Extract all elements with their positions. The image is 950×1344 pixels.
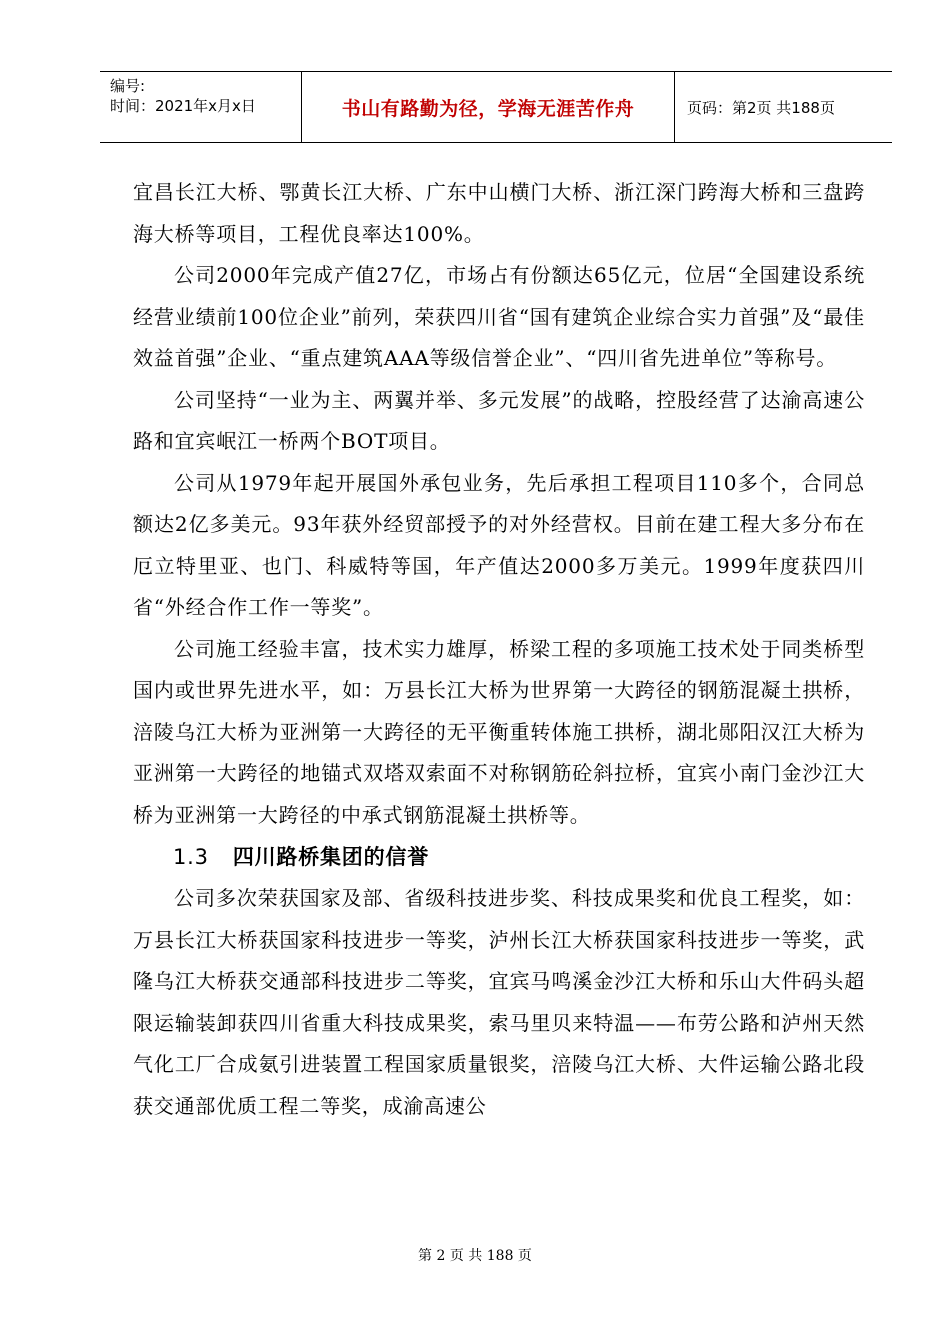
section-title: 四川路桥集团的信誉: [232, 845, 430, 869]
paragraph-4: 公司从1979年起开展国外承包业务，先后承担工程项目110多个，合同总额达2亿多美元。93年获外经贸部授予的对外经营权。目前在建工程大多分布在厄立特里亚、也门、科威特等国，年产值达2000多万美元。1999年度获四川省“外经合作工作一等奖”。: [133, 470, 865, 619]
header-motto-cell: [302, 72, 675, 142]
header-meta: [100, 72, 302, 142]
section-heading: [133, 836, 865, 878]
date-line: 时间：2021年x月x日: [110, 97, 256, 115]
page-info-text: 页码：第2页 共188页: [687, 98, 835, 117]
page-header: [100, 71, 892, 143]
paragraph-5: 公司施工经验丰富，技术实力雄厚，桥梁工程的多项施工技术处于同类桥型国内或世界先进水平，如：万县长江大桥为世界第一大跨径的钢筋混凝土拱桥，涪陵乌江大桥为亚洲第一大跨径的无平衡重转体施工拱桥，湖北郧阳汉江大桥为亚洲第一大跨径的地锚式双塔双索面不对称钢筋砼斜拉桥，宜宾小南门金沙江大桥为亚洲第一大跨径的中承式钢筋混凝土拱桥等。: [133, 636, 865, 827]
paragraph-2: 公司2000年完成产值27亿，市场占有份额达65亿元，位居“全国建设系统经营业绩前100位企业”前列，荣获四川省“国有建筑企业综合实力首强”及“最佳效益首强”企业、“重点建筑AAA等级信誉企业”、“四川省先进单位”等称号。: [133, 263, 865, 370]
serial-label: 编号:: [110, 77, 146, 95]
page-footer: 第 2 页 共 188 页: [418, 1248, 532, 1264]
paragraph-1: 宜昌长江大桥、鄂黄长江大桥、广东中山横门大桥、浙江深门跨海大桥和三盘跨海大桥等项目，工程优良率达100%。: [133, 180, 865, 246]
document-body: [133, 172, 865, 1127]
motto-text: 书山有路勤为径，学海无涯苦作舟: [341, 97, 635, 120]
section-number: 1.3: [173, 845, 209, 869]
paragraph-3: 公司坚持“一业为主、两翼并举、多元发展”的战略，控股经营了达渝高速公路和宜宾岷江一桥两个BOT项目。: [133, 387, 865, 453]
header-page-info: [675, 72, 892, 142]
paragraph-6: 公司多次荣获国家及部、省级科技进步奖、科技成果奖和优良工程奖，如：万县长江大桥获国家科技进步一等奖，泸州长江大桥获国家科技进步一等奖，武隆乌江大桥获交通部科技进步二等奖，宜宾马鸣溪金沙江大桥和乐山大件码头超限运输装卸获四川省重大科技成果奖，索马里贝来特温——布劳公路和泸州天然气化工厂合成氨引进装置工程国家质量银奖，涪陵乌江大桥、大件运输公路北段获交通部优质工程二等奖，成渝高速公: [133, 886, 865, 1118]
